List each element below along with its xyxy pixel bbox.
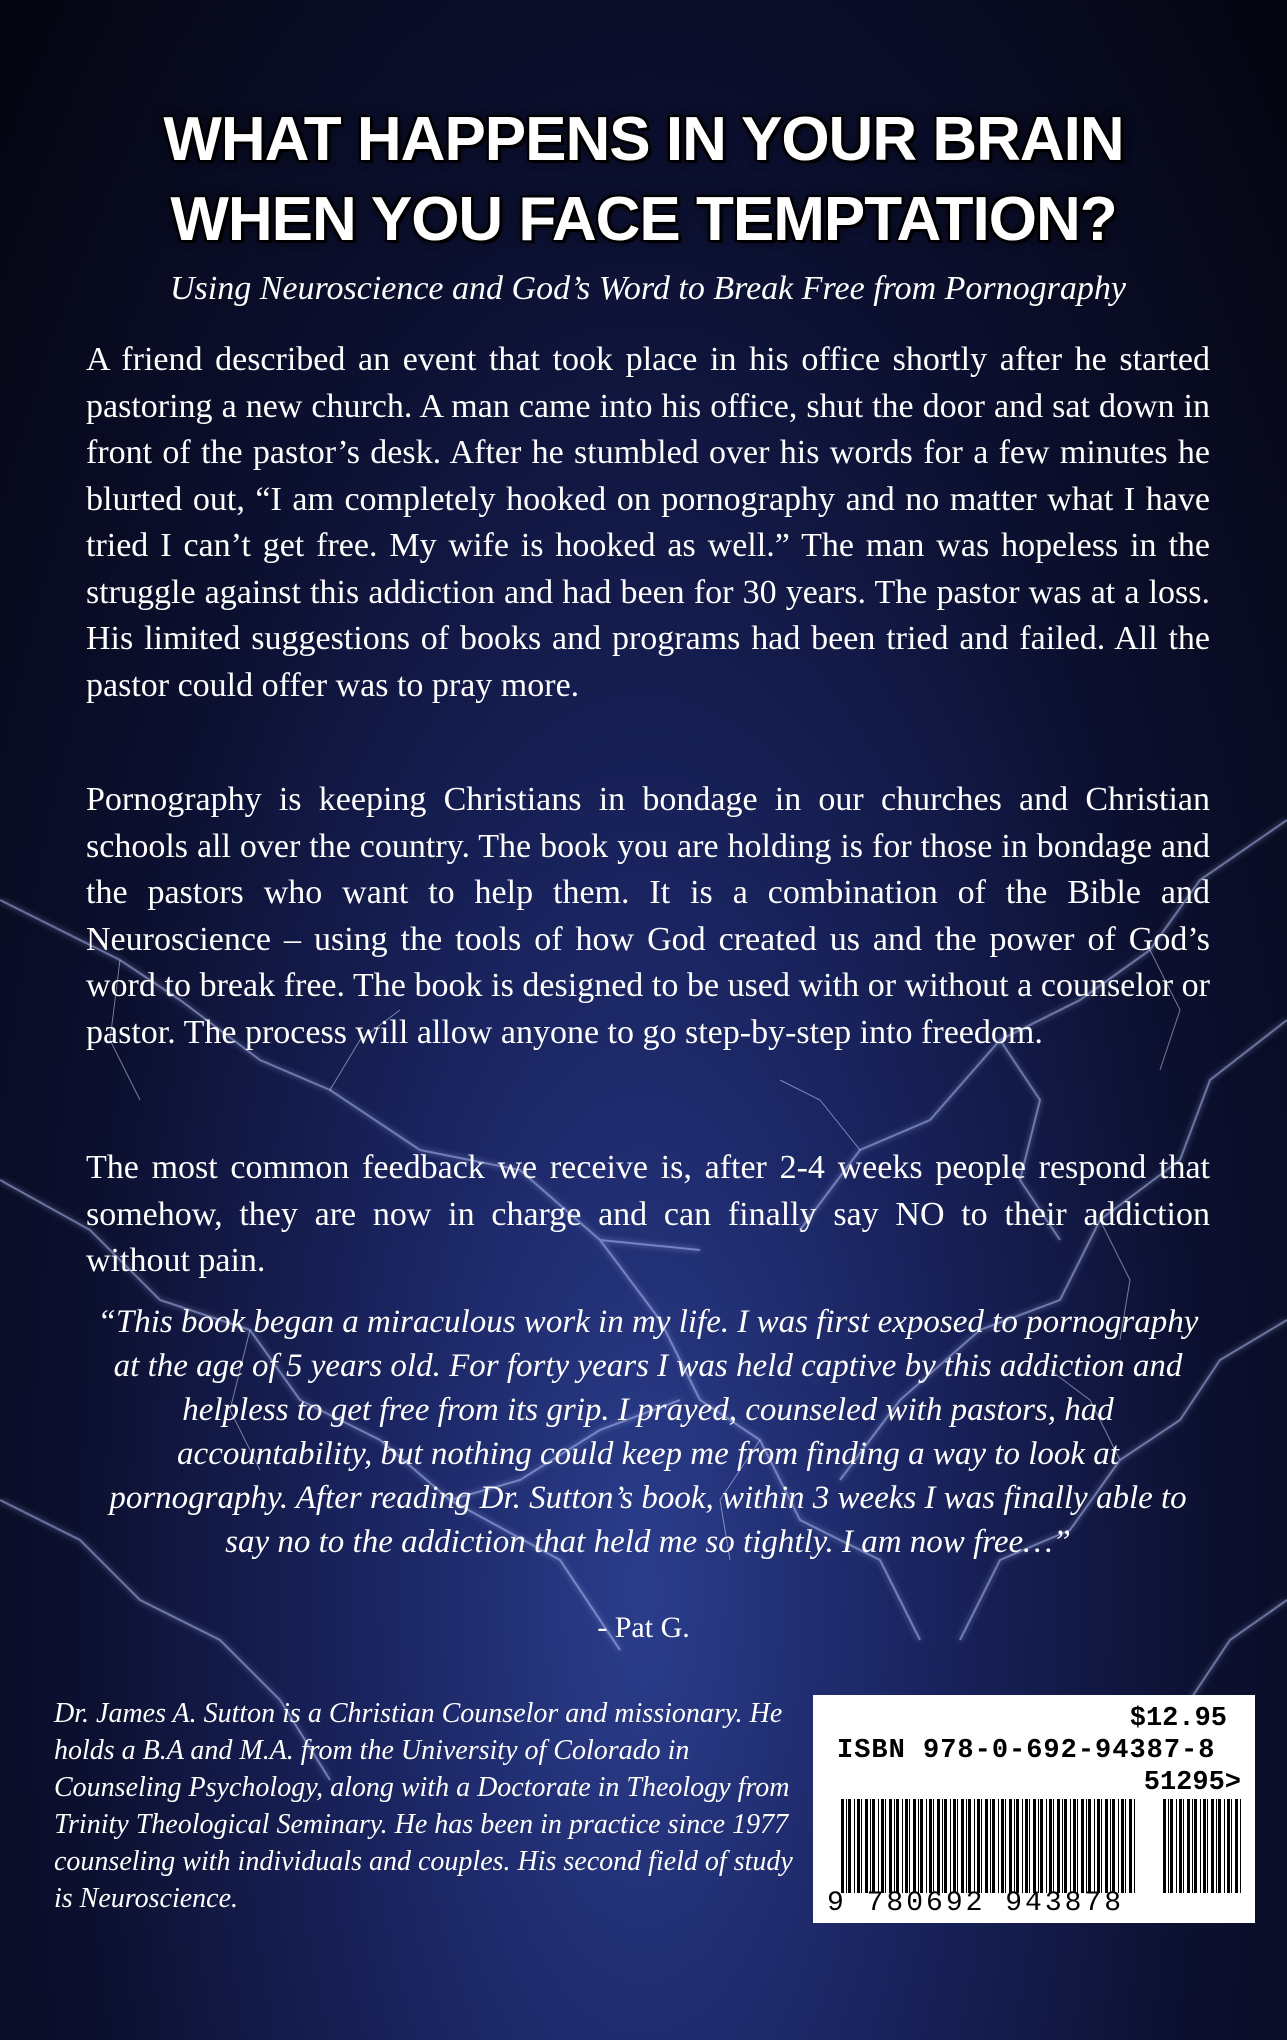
- barcode-bar: [878, 1799, 879, 1893]
- barcode-bar: [1231, 1799, 1232, 1893]
- barcode-bar: [1235, 1799, 1238, 1893]
- barcode-bar: [894, 1799, 895, 1893]
- barcode-bar: [942, 1799, 943, 1893]
- headline-line-2: WHEN YOU FACE TEMPTATION?: [170, 185, 1117, 254]
- barcode-bar: [1022, 1799, 1023, 1893]
- barcode-bar: [1040, 1799, 1043, 1893]
- barcode-bar: [1046, 1799, 1047, 1893]
- barcode-bar: [889, 1799, 892, 1893]
- barcode-bar: [1110, 1799, 1111, 1893]
- barcode-bar: [909, 1799, 910, 1893]
- barcode-bar: [1001, 1799, 1004, 1893]
- barcode-bar: [957, 1799, 958, 1893]
- barcode-bar: [1218, 1799, 1221, 1893]
- barcode-bar: [1183, 1799, 1184, 1893]
- barcode-bar: [1118, 1799, 1119, 1893]
- barcode-bar: [981, 1799, 982, 1893]
- barcode-bar: [881, 1799, 884, 1893]
- barcode-bar: [1025, 1799, 1028, 1893]
- barcode-bar: [902, 1799, 903, 1893]
- barcode-bar: [1194, 1799, 1197, 1893]
- barcode-bar: [920, 1799, 923, 1893]
- barcode-bar: [848, 1799, 851, 1893]
- barcode-bar: [1088, 1799, 1091, 1893]
- barcode-bar: [841, 1799, 844, 1893]
- barcode-bar: [1170, 1799, 1173, 1893]
- barcode-bar: [1016, 1799, 1019, 1893]
- subtitle: Using Neuroscience and God’s Word to Break Free from Pornography: [170, 270, 1126, 307]
- barcode-bar: [1081, 1799, 1084, 1893]
- barcode-bar: [1094, 1799, 1095, 1893]
- barcode-bar: [1134, 1799, 1135, 1893]
- barcode-bar: [1176, 1799, 1177, 1893]
- barcode-bar: [1049, 1799, 1052, 1893]
- addon-code: 51295>: [1143, 1768, 1241, 1798]
- barcode-bar: [1038, 1799, 1039, 1893]
- barcode-bar: [872, 1799, 875, 1893]
- barcode-bar: [1097, 1799, 1100, 1893]
- body-paragraph-3: The most common feedback we receive is, after 2-4 weeks people respond that somehow, they are now in charge and can finally say NO to their addiction without pain.: [86, 1149, 1210, 1279]
- barcode-bar: [905, 1799, 908, 1893]
- barcode-bar: [854, 1799, 855, 1893]
- barcode-bar: [1005, 1799, 1006, 1893]
- barcode-bar: [974, 1799, 975, 1893]
- barcode-bar: [918, 1799, 919, 1893]
- author-bio: Dr. James A. Sutton is a Christian Counselor and missionary. He holds a B.A and M.A. from the University of Colorado in Counseling Psychology, along with a Doctorate in Theology from Trinity Theological Seminary. He has been in practice since 1977 counseling with individuals and couples. His second field of study is Neuroscience.: [54, 1698, 793, 1914]
- barcode-bar: [857, 1799, 860, 1893]
- isbn-label: ISBN 978-0-692-94387-8: [837, 1736, 1216, 1766]
- barcode-bar: [968, 1799, 971, 1893]
- barcode-bar: [961, 1799, 964, 1893]
- body-paragraph-1: A friend described an event that took place in his office shortly after he started pastoring a new church. A man came into his office, shut the door and sat down in front of the pastor’s desk. After he stumbled over his words for a few minutes he blurted out, “I am completely hooked on pornography and no matter what I have tried I can’t get free. My wife is hooked as well.” The man was hopeless in the struggle against this addiction and had been for 30 years. The pastor was at a loss. His limited suggestions of books and programs had been tried and failed. All the pastor could offer was to pray more.: [86, 341, 1210, 704]
- barcode-bar: [1062, 1799, 1063, 1893]
- barcode-bar: [1200, 1799, 1201, 1893]
- barcode-bar: [1070, 1799, 1071, 1893]
- barcode-bar: [1105, 1799, 1108, 1893]
- barcode-bar: [1207, 1799, 1208, 1893]
- barcode-bar: [1168, 1799, 1169, 1893]
- barcode-bar: [929, 1799, 932, 1893]
- barcode-panel: [813, 1695, 1255, 1923]
- barcode-bar: [977, 1799, 980, 1893]
- barcode-bar: [1187, 1799, 1190, 1893]
- barcode-bar: [1192, 1799, 1193, 1893]
- barcode-bar: [926, 1799, 927, 1893]
- barcode-bar: [865, 1799, 868, 1893]
- barcode-bar: [1163, 1799, 1166, 1893]
- barcode-bar: [950, 1799, 951, 1893]
- barcode-bar: [998, 1799, 999, 1893]
- barcode-bar: [913, 1799, 916, 1893]
- barcode-bar: [1211, 1799, 1214, 1893]
- barcode-bar: [1179, 1799, 1182, 1893]
- barcode-bar: [933, 1799, 934, 1893]
- barcode-bar: [992, 1799, 995, 1893]
- barcode-bar: [1073, 1799, 1076, 1893]
- barcode-bar: [1216, 1799, 1217, 1893]
- barcode-bar: [1057, 1799, 1060, 1893]
- barcode-bar: [846, 1799, 847, 1893]
- barcode-bar: [953, 1799, 956, 1893]
- barcode-bar: [1077, 1799, 1078, 1893]
- barcode-bar: [944, 1799, 947, 1893]
- barcode-bar: [1053, 1799, 1054, 1893]
- barcode-bar: [885, 1799, 886, 1893]
- barcode-bar: [990, 1799, 991, 1893]
- ean-digits: 9 780692 943878: [827, 1888, 1125, 1919]
- barcode-bar: [1203, 1799, 1206, 1893]
- barcode-bar: [1125, 1799, 1126, 1893]
- headline: [0, 100, 1287, 260]
- barcode-bar: [1033, 1799, 1036, 1893]
- barcode-bar: [1224, 1799, 1225, 1893]
- barcode-bar: [1009, 1799, 1012, 1893]
- barcode-bar: [1227, 1799, 1230, 1893]
- headline-line-1: WHAT HAPPENS IN YOUR BRAIN: [163, 105, 1124, 174]
- testimonial-quote: “This book began a miraculous work in my life. I was first exposed to pornography at the age of 5 years old. For forty years I was held captive by this addiction and helpless to get free from its grip. I prayed, counseled with pastors, had accountability, but nothing could keep me from finding a way to look at pornography. After reading Dr. Sutton’s book, within 3 weeks I was finally able to say no to the addiction that held me so tightly. I am now free…”: [97, 1304, 1199, 1560]
- barcode-bar: [1014, 1799, 1015, 1893]
- barcode-bar: [1101, 1799, 1102, 1893]
- barcode-bar: [1086, 1799, 1087, 1893]
- barcode-bar: [937, 1799, 940, 1893]
- body-paragraph-2: Pornography is keeping Christians in bondage in our churches and Christian schools all over the country. The book you are holding is for those in bondage and the pastors who want to help them. It is a combination of the Bible and Neuroscience – using the tools of how God created us and the power of God’s word to break free. The book is designed to be used with or without a counselor or pastor. The process will allow anyone to go step-by-step into freedom.: [86, 781, 1210, 1051]
- price-label: $12.95: [1129, 1704, 1227, 1734]
- barcode-bar: [1064, 1799, 1067, 1893]
- barcode-bar: [1112, 1799, 1115, 1893]
- testimonial-attribution: - Pat G.: [597, 1611, 690, 1644]
- barcode-bar: [861, 1799, 862, 1893]
- barcode-bar: [1129, 1799, 1132, 1893]
- barcode-bar: [1240, 1799, 1241, 1893]
- addon-barcode: [1163, 1799, 1243, 1893]
- barcode-bar: [966, 1799, 967, 1893]
- ean-barcode: [841, 1799, 1137, 1893]
- barcode-bar: [985, 1799, 988, 1893]
- barcode-bar: [896, 1799, 899, 1893]
- barcode-bar: [1029, 1799, 1030, 1893]
- barcode-bar: [870, 1799, 871, 1893]
- barcode-bar: [1121, 1799, 1124, 1893]
